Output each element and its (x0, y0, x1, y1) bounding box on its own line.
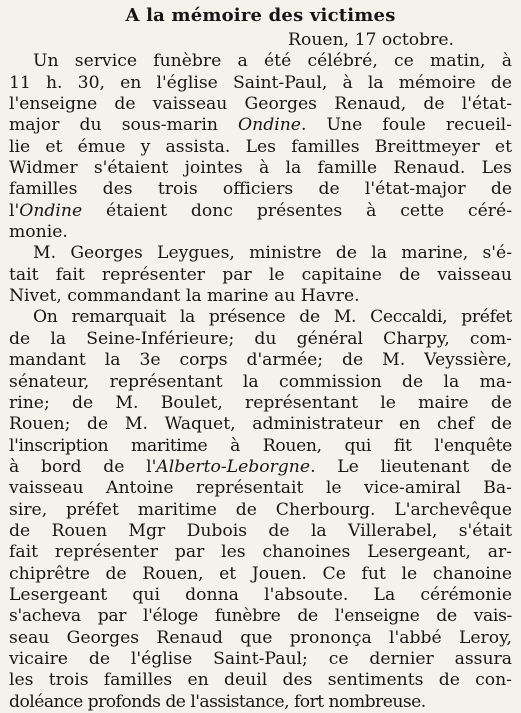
article-line: vicaire de l'église Saint-Paul; ce dernier assura (9, 648, 512, 669)
article-line: monie. (9, 222, 68, 243)
article-line: les trois familles en deuil des sentiments de con- (9, 670, 512, 691)
article-line: s'acheva par l'éloge funèbre de l'enseigne de vais- (9, 606, 512, 627)
article-line: 11 h. 30, en l'église Saint-Paul, à la mémoire de (9, 72, 512, 93)
article-line: major du sous-marin Ondine. Une foule recueil- (9, 115, 512, 136)
article-title: A la mémoire des victimes (125, 5, 396, 26)
article-line: Rouen; de M. Waquet, administrateur en chef de (9, 414, 512, 435)
ship-name-italic: Ondine (238, 115, 301, 136)
article-line: rine; de M. Boulet, représentant le maire de (9, 392, 512, 413)
article-line: l'enseigne de vaisseau Georges Renaud, de l'état- (9, 94, 512, 115)
article-line: l'inscription maritime à Rouen, qui fit l'enquête (9, 435, 512, 456)
article-line: lie et émue y assista. Les familles Breittmeyer et (9, 136, 512, 157)
article-line: M. Georges Leygues, ministre de la marine, s'é- (33, 243, 512, 264)
article-line: vaisseau Antoine représentait le vice-amiral Ba- (9, 478, 512, 499)
article-line: Nivet, commandant la marine au Havre. (9, 286, 360, 307)
article-line: chiprêtre de Rouen, et Jouen. Ce fut le chanoine (9, 563, 512, 584)
article-line: fait représenter par les chanoines Lesergeant, ar- (9, 542, 512, 563)
article-line: mandant la 3e corps d'armée; de M. Veyssière, (9, 350, 512, 371)
article-dateline: Rouen, 17 octobre. (288, 30, 454, 50)
ship-name-italic: Ondine (19, 200, 83, 221)
article-line: l'Ondine étaient donc présentes à cette céré- (9, 200, 512, 221)
article-line: Widmer s'étaient jointes à la famille Renaud. Les (9, 158, 512, 179)
article-line: Un service funèbre a été célébré, ce matin, à (33, 51, 512, 72)
article-line: à bord de l'Alberto-Leborgne. Le lieutenant de (9, 456, 512, 477)
article-line: tait fait représenter par le capitaine de vaisseau (9, 264, 512, 285)
article-line: On remarquait la présence de M. Ceccaldi, préfet (33, 307, 512, 328)
article-body (9, 30, 512, 713)
article-line: Lesergeant qui donna l'absoute. La cérémonie (9, 584, 512, 605)
article-line: sire, préfet maritime de Cherbourg. L'archevêque (9, 499, 512, 520)
article-line: de Rouen Mgr Dubois de la Villerabel, s'était (9, 520, 512, 541)
ship-name-italic: Alberto-Leborgne (156, 456, 311, 477)
article-line: de la Seine-Inférieure; du général Charpy, com- (9, 328, 512, 349)
article-line: doléance profonds de l'assistance, fort nombreuse. (9, 691, 426, 712)
article-line: sénateur, représentant la commission de la ma- (9, 371, 512, 392)
article-line: seau Georges Renaud que prononça l'abbé Leroy, (9, 627, 512, 648)
article-line: familles des trois officiers de l'état-major de (9, 179, 512, 200)
